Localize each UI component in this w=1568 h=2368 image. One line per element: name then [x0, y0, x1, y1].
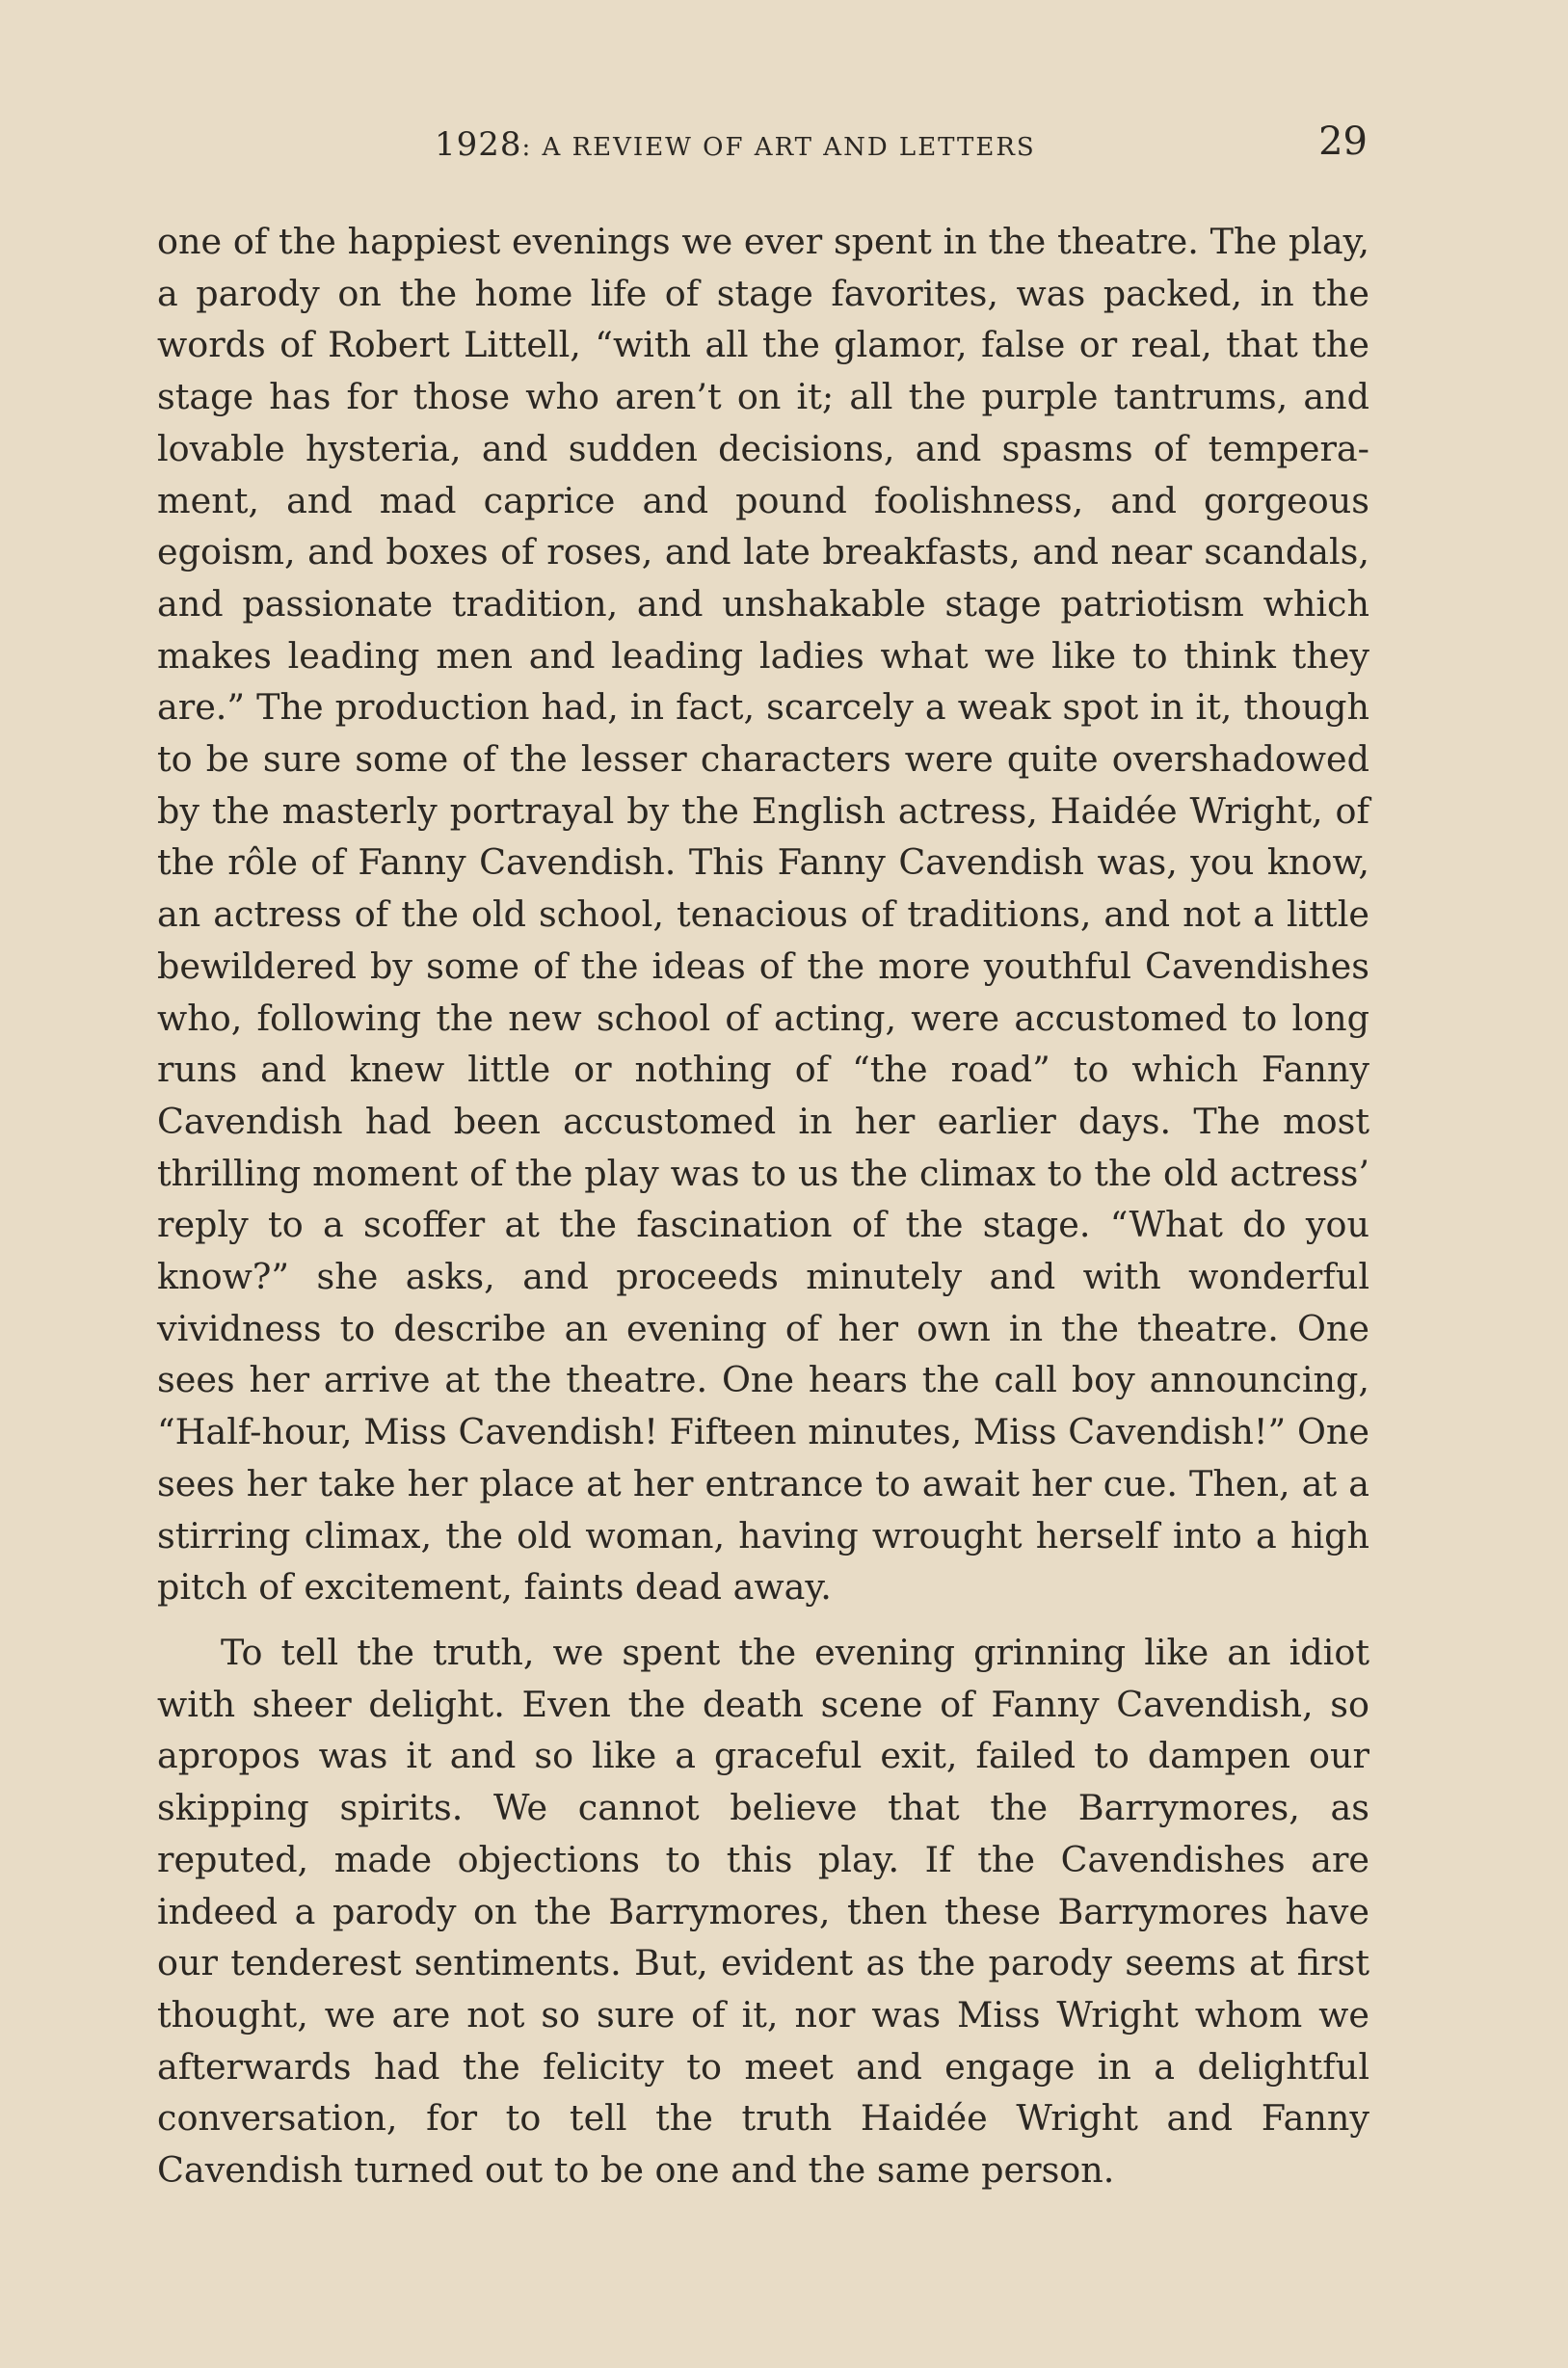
running-title-text: : A REVIEW OF ART AND LETTERS [521, 133, 1036, 162]
running-title-year: 1928 [435, 125, 522, 164]
paragraph-2: To tell the truth, we spent the evening grinning like an idiot with sheer delight. Even the death scene of Fanny Cavendish, so apropos was it and so like a graceful exit, failed to dampen our skipping spirits. We cannot believe that the Barrymores, as reputed, made objections to this play. If the Cavendishes are indeed a parody on the Barrymores, then these Barrymores have our tenderest sentiments. But, evident as the parody seems at first thought, we are not so sure of it, nor was Miss Wright whom we afterwards had the felicity to meet and engage in a delightful conversation, for to tell the truth Haidée Wright and Fanny Cavendish turned out to be one and the same person. [157, 1631, 1369, 2192]
page-header [155, 120, 1371, 173]
paragraph-1: one of the happiest evenings we ever spent in the theatre. The play, a parody on the home life of stage favorites, was packed, in the words of Robert Littell, “with all the glamor, false or real, that the stage has for those who aren’t on it; all the purple tantrums, and lovable hysteria, and sudden decisions, and spasms of temperament, and mad caprice and pound foolishness, and gorgeous egoism, and boxes of roses, and late breakfasts, and near scandals, and passionate tradition, and unshakable stage patriotism which makes leading men and leading ladies what we like to think they are.” The production had, in fact, scarcely a weak spot in it, though to be sure some of the lesser characters were quite overshadowed by the masterly portrayal by the English actress, Haidée Wright, of the rôle of Fanny Cavendish. This Fanny Cavendish was, you know, an actress of the old school, tenacious of traditions, and not a little bewildered by some of the ideas of the more youthful Cavendishes who, following the new school of acting, were accustomed to long runs and knew little or nothing of “the road” to which Fanny Cavendish had been accustomed in her earlier days. The most thrilling moment of the play was to us the climax to the old actress’ reply to a scoffer at the fascination of the stage. “What do you know?” she asks, and proceeds minutely and with wonderful vividness to describe an evening of her own in the theatre. One sees her arrive at the theatre. One hears the call boy announcing, “Half-hour, Miss Cavendish! Fifteen minutes, Miss Cavendish!” One sees her take her place at her entrance to await her cue. Then, at a stirring climax, the old woman, having wrought herself into a high pitch of excitement, faints dead away. [157, 221, 1369, 1609]
running-title [435, 125, 1036, 164]
body-text [157, 216, 1369, 2196]
page-number: 29 [1318, 120, 1368, 164]
